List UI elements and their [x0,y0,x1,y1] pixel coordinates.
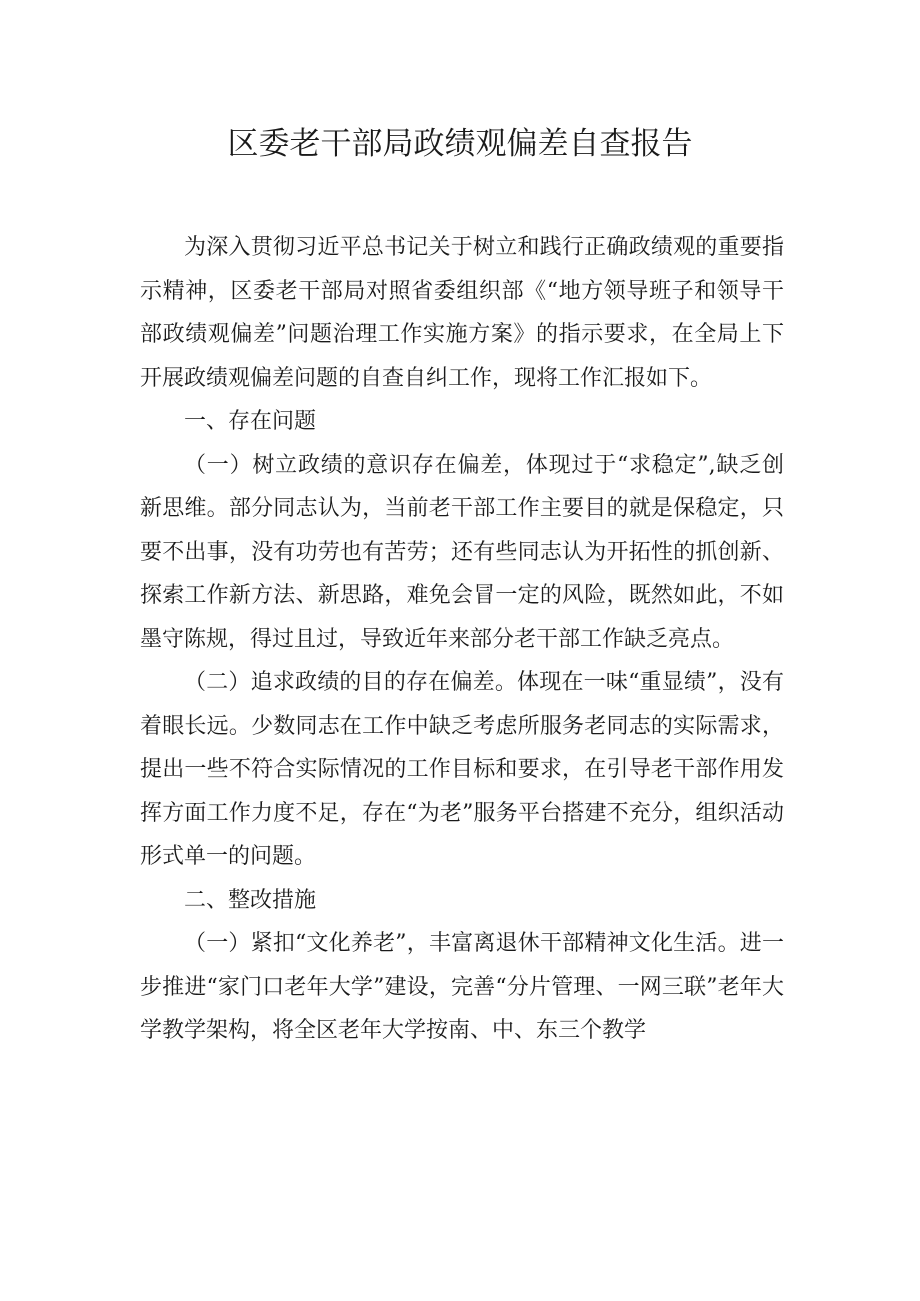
problem-paragraph-2: （二）追求政绩的目的存在偏差。体现在一味“重显绩”，没有着眼长远。少数同志在工作中缺乏考虑所服务老同志的实际需求，提出一些不符合实际情况的工作目标和要求，在引导老干部作用发挥方面工作力度不足，存在“为老”服务平台搭建不充分，组织活动形式单一的问题。 [140,670,784,869]
measure-paragraph-1: （一）紧扣“文化养老”，丰富离退休干部精神文化生活。进一步推进“家门口老年大学”建设，完善“分片管理、一网三联”老年大学教学架构，将全区老年大学按南、中、东三个教学 [140,931,784,1043]
document-title: 区委老干部局政绩观偏差自查报告 [227,126,693,162]
document-body [140,226,784,1053]
section-heading-measures: 二、整改措施 [184,887,317,913]
problem-paragraph-1: （一）树立政绩的意识存在偏差，体现过于“求稳定”,缺乏创新思维。部分同志认为，当前老干部工作主要目的就是保稳定，只要不出事，没有功劳也有苦劳；还有些同志认为开拓性的抓创新、探索工作新方法、新思路，难免会冒一定的风险，既然如此，不如墨守陈规，得过且过，导致近年来部分老干部工作缺乏亮点。 [140,452,784,652]
intro-paragraph: 为深入贯彻习近平总书记关于树立和践行正确政绩观的重要指示精神，区委老干部局对照省委组织部《“地方领导班子和领导干部政绩观偏差”问题治理工作实施方案》的指示要求，在全局上下开展政绩观偏差问题的自查自纠工作，现将工作汇报如下。 [140,235,784,391]
section-heading-problems: 一、存在问题 [184,409,317,434]
